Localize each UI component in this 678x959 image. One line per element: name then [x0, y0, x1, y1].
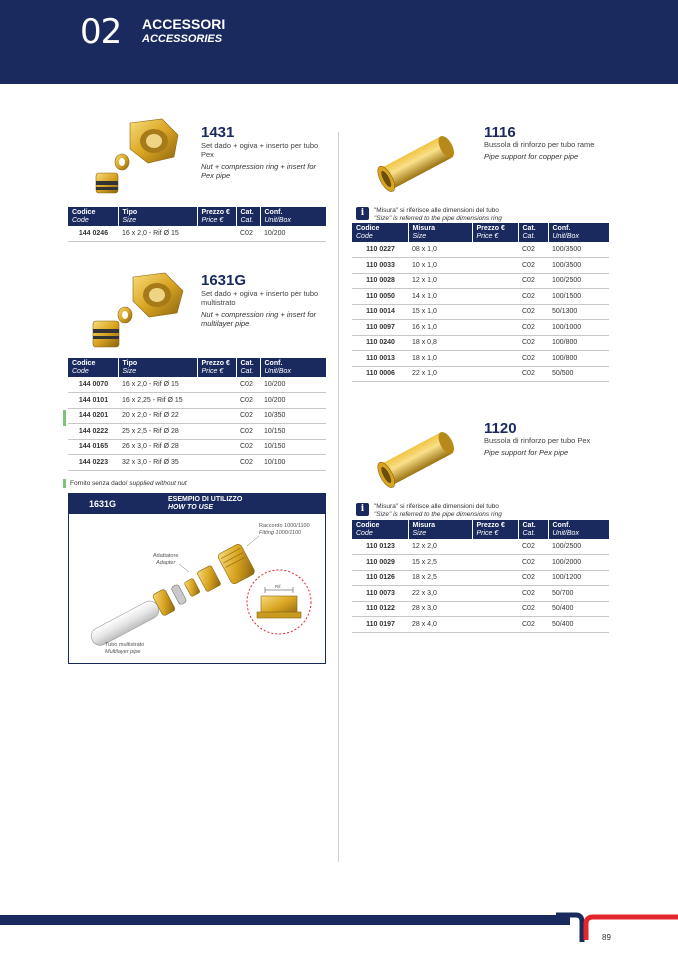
column-header-en: Cat. [240, 368, 254, 375]
column-header-en: Price € [476, 233, 499, 240]
cell-size: 28 x 3,0 [408, 601, 472, 617]
column-header [408, 520, 472, 539]
table-row [352, 539, 609, 555]
cell-price [472, 586, 518, 602]
column-header-en: Price € [201, 217, 224, 224]
cell-price [472, 289, 518, 305]
table-1631G [68, 358, 326, 471]
cell-code: 110 0097 [352, 320, 408, 336]
cell-price [472, 320, 518, 336]
column-header-it: Codice [356, 522, 380, 529]
fitting-it: Raccordo 1000/1100 [259, 523, 310, 529]
adapter-en: Adapter [156, 559, 176, 566]
column-header-en: Unit/Box [552, 530, 579, 537]
cell-size: 16 x 2,0 - Rif Ø 15 [118, 377, 197, 393]
cell-code: 144 0165 [68, 439, 118, 455]
cell-price [197, 226, 236, 242]
column-header-en: Code [72, 217, 89, 224]
cell-cat: C02 [518, 601, 548, 617]
product-desc-1431 [201, 141, 319, 180]
column-header [548, 520, 609, 539]
cell-conf: 100/2000 [548, 555, 609, 571]
note-en: supplied without nut [129, 480, 187, 487]
column-header-it: Conf. [264, 209, 283, 216]
table-row [352, 289, 609, 305]
cell-price [197, 455, 236, 471]
cell-code: 144 0222 [68, 424, 118, 440]
size-note-1116 [374, 207, 502, 222]
cell-cat: C02 [518, 555, 548, 571]
cell-price [472, 258, 518, 274]
table-header [68, 207, 326, 226]
column-divider [338, 132, 339, 862]
desc-en: Nut + compression ring + insert for multilayer pipe [201, 310, 317, 328]
example-header [69, 494, 325, 514]
example-code: 1631G [89, 499, 117, 509]
cell-conf: 100/1500 [548, 289, 609, 305]
table-1116 [352, 223, 609, 382]
cell-cat: C02 [236, 439, 260, 455]
column-header-it: Cat. [240, 360, 254, 367]
cell-price [472, 273, 518, 289]
table-row [68, 226, 326, 242]
column-header-en: Code [72, 368, 89, 375]
adapter-it: Adattatore [153, 553, 179, 559]
column-header-en: Cat. [240, 217, 254, 224]
cell-conf: 50/400 [548, 617, 609, 633]
cell-conf: 50/500 [548, 366, 609, 382]
column-header [548, 223, 609, 242]
table-row [352, 351, 609, 367]
column-header [518, 520, 548, 539]
column-header-it: Prezzo € [476, 522, 505, 529]
cell-conf: 100/1000 [548, 320, 609, 336]
cell-size: 15 x 2,5 [408, 555, 472, 571]
label-pipe [105, 642, 144, 655]
example-title: ESEMPIO DI UTILIZZO [168, 496, 243, 503]
label-fitting [259, 523, 310, 536]
column-header-it: Cat. [240, 209, 254, 216]
cell-cat: C02 [518, 351, 548, 367]
table-row [68, 439, 326, 455]
page-header [0, 0, 678, 84]
cell-size: 10 x 1,0 [408, 258, 472, 274]
table-row [68, 393, 326, 409]
cell-conf: 50/400 [548, 601, 609, 617]
column-header-en: Unit/Box [264, 368, 291, 375]
cell-size: 22 x 1,0 [408, 366, 472, 382]
cell-conf: 10/200 [260, 377, 326, 393]
cell-price [197, 408, 236, 424]
desc-en: Pipe support for copper pipe [484, 152, 579, 161]
table-row [352, 273, 609, 289]
size-note-en: "Size" is referred to the pipe dimensions ring [374, 510, 502, 518]
desc-it: Bussola di rinforzo per tubo Pex [484, 436, 591, 445]
table-row [352, 555, 609, 571]
cell-conf: 100/3500 [548, 258, 609, 274]
column-header-en: Price € [201, 368, 224, 375]
cell-code: 110 0122 [352, 601, 408, 617]
cell-price [472, 555, 518, 571]
product-image-1116 [368, 124, 468, 196]
cell-code: 144 0101 [68, 393, 118, 409]
product-image-1120 [368, 420, 468, 492]
cell-size: 26 x 3,0 - Rif Ø 28 [118, 439, 197, 455]
cell-price [197, 377, 236, 393]
column-header-it: Tipo [122, 209, 138, 216]
column-header-it: Cat. [522, 522, 536, 529]
column-header-en: Cat. [522, 233, 536, 240]
cell-size: 25 x 2,5 - Rif Ø 28 [118, 424, 197, 440]
desc-it: Bussola di rinforzo per tubo rame [484, 140, 595, 149]
cell-code: 110 0006 [352, 366, 408, 382]
brand-logo: TIEMME [480, 912, 538, 928]
cell-price [472, 601, 518, 617]
cell-cat: C02 [518, 335, 548, 351]
column-header [197, 207, 236, 226]
column-header-en: Price € [476, 530, 499, 537]
table-row [68, 424, 326, 440]
column-header-en: Code [356, 233, 373, 240]
product-desc-1120 [484, 436, 614, 457]
cell-code: 110 0073 [352, 586, 408, 602]
usage-example-box [68, 493, 326, 664]
pipe-it: Tubo multistrato [105, 642, 145, 648]
cell-cat: C02 [236, 455, 260, 471]
table-row [68, 408, 326, 424]
cell-size: 14 x 1,0 [408, 289, 472, 305]
column-header-it: Prezzo € [201, 209, 230, 216]
column-header-en: Size [122, 368, 137, 375]
cell-size: 18 x 2,5 [408, 570, 472, 586]
column-header [472, 520, 518, 539]
cell-conf: 10/150 [260, 424, 326, 440]
cell-conf: 100/3500 [548, 242, 609, 258]
cell-code: 144 0223 [68, 455, 118, 471]
cell-code: 110 0028 [352, 273, 408, 289]
table-row [352, 242, 609, 258]
product-code-1631G: 1631G [201, 272, 247, 289]
column-header [408, 223, 472, 242]
cell-size: 15 x 1,0 [408, 304, 472, 320]
column-header [352, 223, 408, 242]
desc-en: Nut + compression ring + insert for Pex pipe [201, 162, 317, 180]
cell-code: 110 0014 [352, 304, 408, 320]
cell-price [472, 335, 518, 351]
column-header [197, 358, 236, 377]
cell-price [197, 424, 236, 440]
cell-cat: C02 [518, 586, 548, 602]
cell-size: 16 x 2,0 - Rif Ø 15 [118, 226, 197, 242]
product-desc-1631G [201, 289, 319, 328]
cell-cat: C02 [236, 377, 260, 393]
brand-swoosh [556, 912, 678, 946]
fitting-en: Fitting 1000/1100 [259, 529, 302, 536]
product-code-1120: 1120 [484, 420, 517, 437]
table-row [352, 258, 609, 274]
cell-size: 12 x 1,0 [408, 273, 472, 289]
cell-cat: C02 [518, 366, 548, 382]
cell-cat: C02 [236, 424, 260, 440]
cell-conf: 100/800 [548, 351, 609, 367]
cell-cat: C02 [236, 226, 260, 242]
column-header [352, 520, 408, 539]
example-title-en: HOW TO USE [168, 504, 213, 511]
cell-conf: 100/800 [548, 335, 609, 351]
column-header [118, 207, 197, 226]
label-ref: Rif. [275, 584, 282, 589]
column-header-en: Unit/Box [264, 217, 291, 224]
cell-size: 32 x 3,0 - Rif Ø 35 [118, 455, 197, 471]
supplied-note [70, 480, 187, 488]
page-number: 89 [602, 933, 611, 942]
cell-size: 08 x 1,0 [408, 242, 472, 258]
cell-conf: 10/200 [260, 393, 326, 409]
table-row [352, 304, 609, 320]
column-header-it: Codice [72, 209, 96, 216]
label-adapter [153, 553, 178, 566]
cell-code: 144 0070 [68, 377, 118, 393]
cell-cat: C02 [518, 539, 548, 555]
column-header [518, 223, 548, 242]
column-header [260, 358, 326, 377]
column-header [260, 207, 326, 226]
table-1431 [68, 207, 326, 242]
cell-cat: C02 [518, 289, 548, 305]
table-header [352, 223, 609, 242]
column-header-it: Conf. [552, 522, 571, 529]
size-note-it: "Misura" si riferisce alle dimensioni del tubo [374, 207, 499, 214]
table-row [352, 570, 609, 586]
cell-cat: C02 [518, 617, 548, 633]
cell-code: 110 0123 [352, 539, 408, 555]
column-header [236, 207, 260, 226]
cell-conf: 50/700 [548, 586, 609, 602]
desc-it: Set dado + ogiva + inserto per tubo multistrato [201, 289, 319, 307]
product-image-1631G [85, 271, 193, 351]
cell-price [197, 439, 236, 455]
cell-code: 110 0029 [352, 555, 408, 571]
pipe-en: Multilayer pipe [105, 648, 141, 655]
column-header-it: Misura [412, 522, 436, 529]
cell-size: 22 x 3,0 [408, 586, 472, 602]
cell-size: 18 x 1,0 [408, 351, 472, 367]
cell-conf: 50/1300 [548, 304, 609, 320]
column-header-it: Codice [356, 225, 380, 232]
desc-it: Set dado + ogiva + inserto per tubo Pex [201, 141, 319, 159]
column-header-en: Size [412, 530, 427, 537]
product-code-1116: 1116 [484, 124, 516, 141]
cell-code: 144 0246 [68, 226, 118, 242]
cell-price [472, 366, 518, 382]
cell-price [197, 393, 236, 409]
cell-code: 110 0197 [352, 617, 408, 633]
info-icon: i [356, 503, 369, 516]
table-header [68, 358, 326, 377]
table-header [352, 520, 609, 539]
cell-conf: 10/200 [260, 226, 326, 242]
size-note-en: "Size" is referred to the pipe dimensions ring [374, 214, 502, 222]
cell-conf: 100/2500 [548, 539, 609, 555]
cell-code: 110 0013 [352, 351, 408, 367]
note-marker [63, 479, 66, 488]
cell-conf: 100/2500 [548, 273, 609, 289]
column-header-it: Conf. [552, 225, 571, 232]
cell-code: 110 0227 [352, 242, 408, 258]
cell-conf: 10/350 [260, 408, 326, 424]
cell-code: 144 0201 [68, 408, 118, 424]
chapter-title: ACCESSORI [142, 16, 226, 32]
cell-price [472, 242, 518, 258]
cell-size: 20 x 2,0 - Rif Ø 22 [118, 408, 197, 424]
cell-cat: C02 [518, 320, 548, 336]
cell-size: 28 x 4,0 [408, 617, 472, 633]
column-header [118, 358, 197, 377]
cell-cat: C02 [236, 393, 260, 409]
table-row [68, 455, 326, 471]
cell-cat: C02 [518, 258, 548, 274]
cell-price [472, 304, 518, 320]
table-row [352, 320, 609, 336]
table-row [352, 366, 609, 382]
cell-size: 16 x 2,25 - Rif Ø 15 [118, 393, 197, 409]
column-header-it: Misura [412, 225, 436, 232]
cell-size: 16 x 1,0 [408, 320, 472, 336]
table-row [352, 586, 609, 602]
chapter-title-en: ACCESSORIES [142, 33, 223, 45]
product-image-1431 [92, 117, 188, 197]
column-header-it: Cat. [522, 225, 536, 232]
column-header-en: Size [122, 217, 137, 224]
column-header-it: Prezzo € [476, 225, 505, 232]
table-row [352, 335, 609, 351]
cell-code: 110 0033 [352, 258, 408, 274]
product-code-1431: 1431 [201, 124, 235, 141]
column-header-it: Tipo [122, 360, 138, 367]
column-header-en: Code [356, 530, 373, 537]
chapter-number: 02 [80, 12, 122, 52]
cell-cat: C02 [518, 570, 548, 586]
column-header [236, 358, 260, 377]
cell-price [472, 617, 518, 633]
size-note-1120 [374, 503, 502, 518]
cell-conf: 10/100 [260, 455, 326, 471]
product-desc-1116 [484, 140, 604, 161]
desc-en: Pipe support for Pex pipe [484, 448, 569, 457]
column-header-it: Conf. [264, 360, 283, 367]
table-1120 [352, 520, 609, 633]
info-icon: i [356, 207, 369, 220]
cell-cat: C02 [518, 304, 548, 320]
cell-code: 110 0050 [352, 289, 408, 305]
cell-cat: C02 [518, 242, 548, 258]
note-it: Fornito senza dado/ [70, 480, 128, 487]
highlight-marker [63, 410, 66, 426]
table-row [352, 617, 609, 633]
cell-conf: 100/1200 [548, 570, 609, 586]
column-header [68, 358, 118, 377]
size-note-it: "Misura" si riferisce alle dimensioni del tubo [374, 503, 499, 510]
column-header [68, 207, 118, 226]
cell-size: 18 x 0,8 [408, 335, 472, 351]
cell-size: 12 x 2,0 [408, 539, 472, 555]
column-header-it: Prezzo € [201, 360, 230, 367]
column-header [472, 223, 518, 242]
cell-cat: C02 [518, 273, 548, 289]
cell-code: 110 0240 [352, 335, 408, 351]
cell-code: 110 0126 [352, 570, 408, 586]
cell-conf: 10/150 [260, 439, 326, 455]
cell-price [472, 570, 518, 586]
column-header-en: Cat. [522, 530, 536, 537]
column-header-en: Unit/Box [552, 233, 579, 240]
table-row [352, 601, 609, 617]
cell-price [472, 539, 518, 555]
table-row [68, 377, 326, 393]
column-header-en: Size [412, 233, 427, 240]
cell-price [472, 351, 518, 367]
cell-cat: C02 [236, 408, 260, 424]
column-header-it: Codice [72, 360, 96, 367]
